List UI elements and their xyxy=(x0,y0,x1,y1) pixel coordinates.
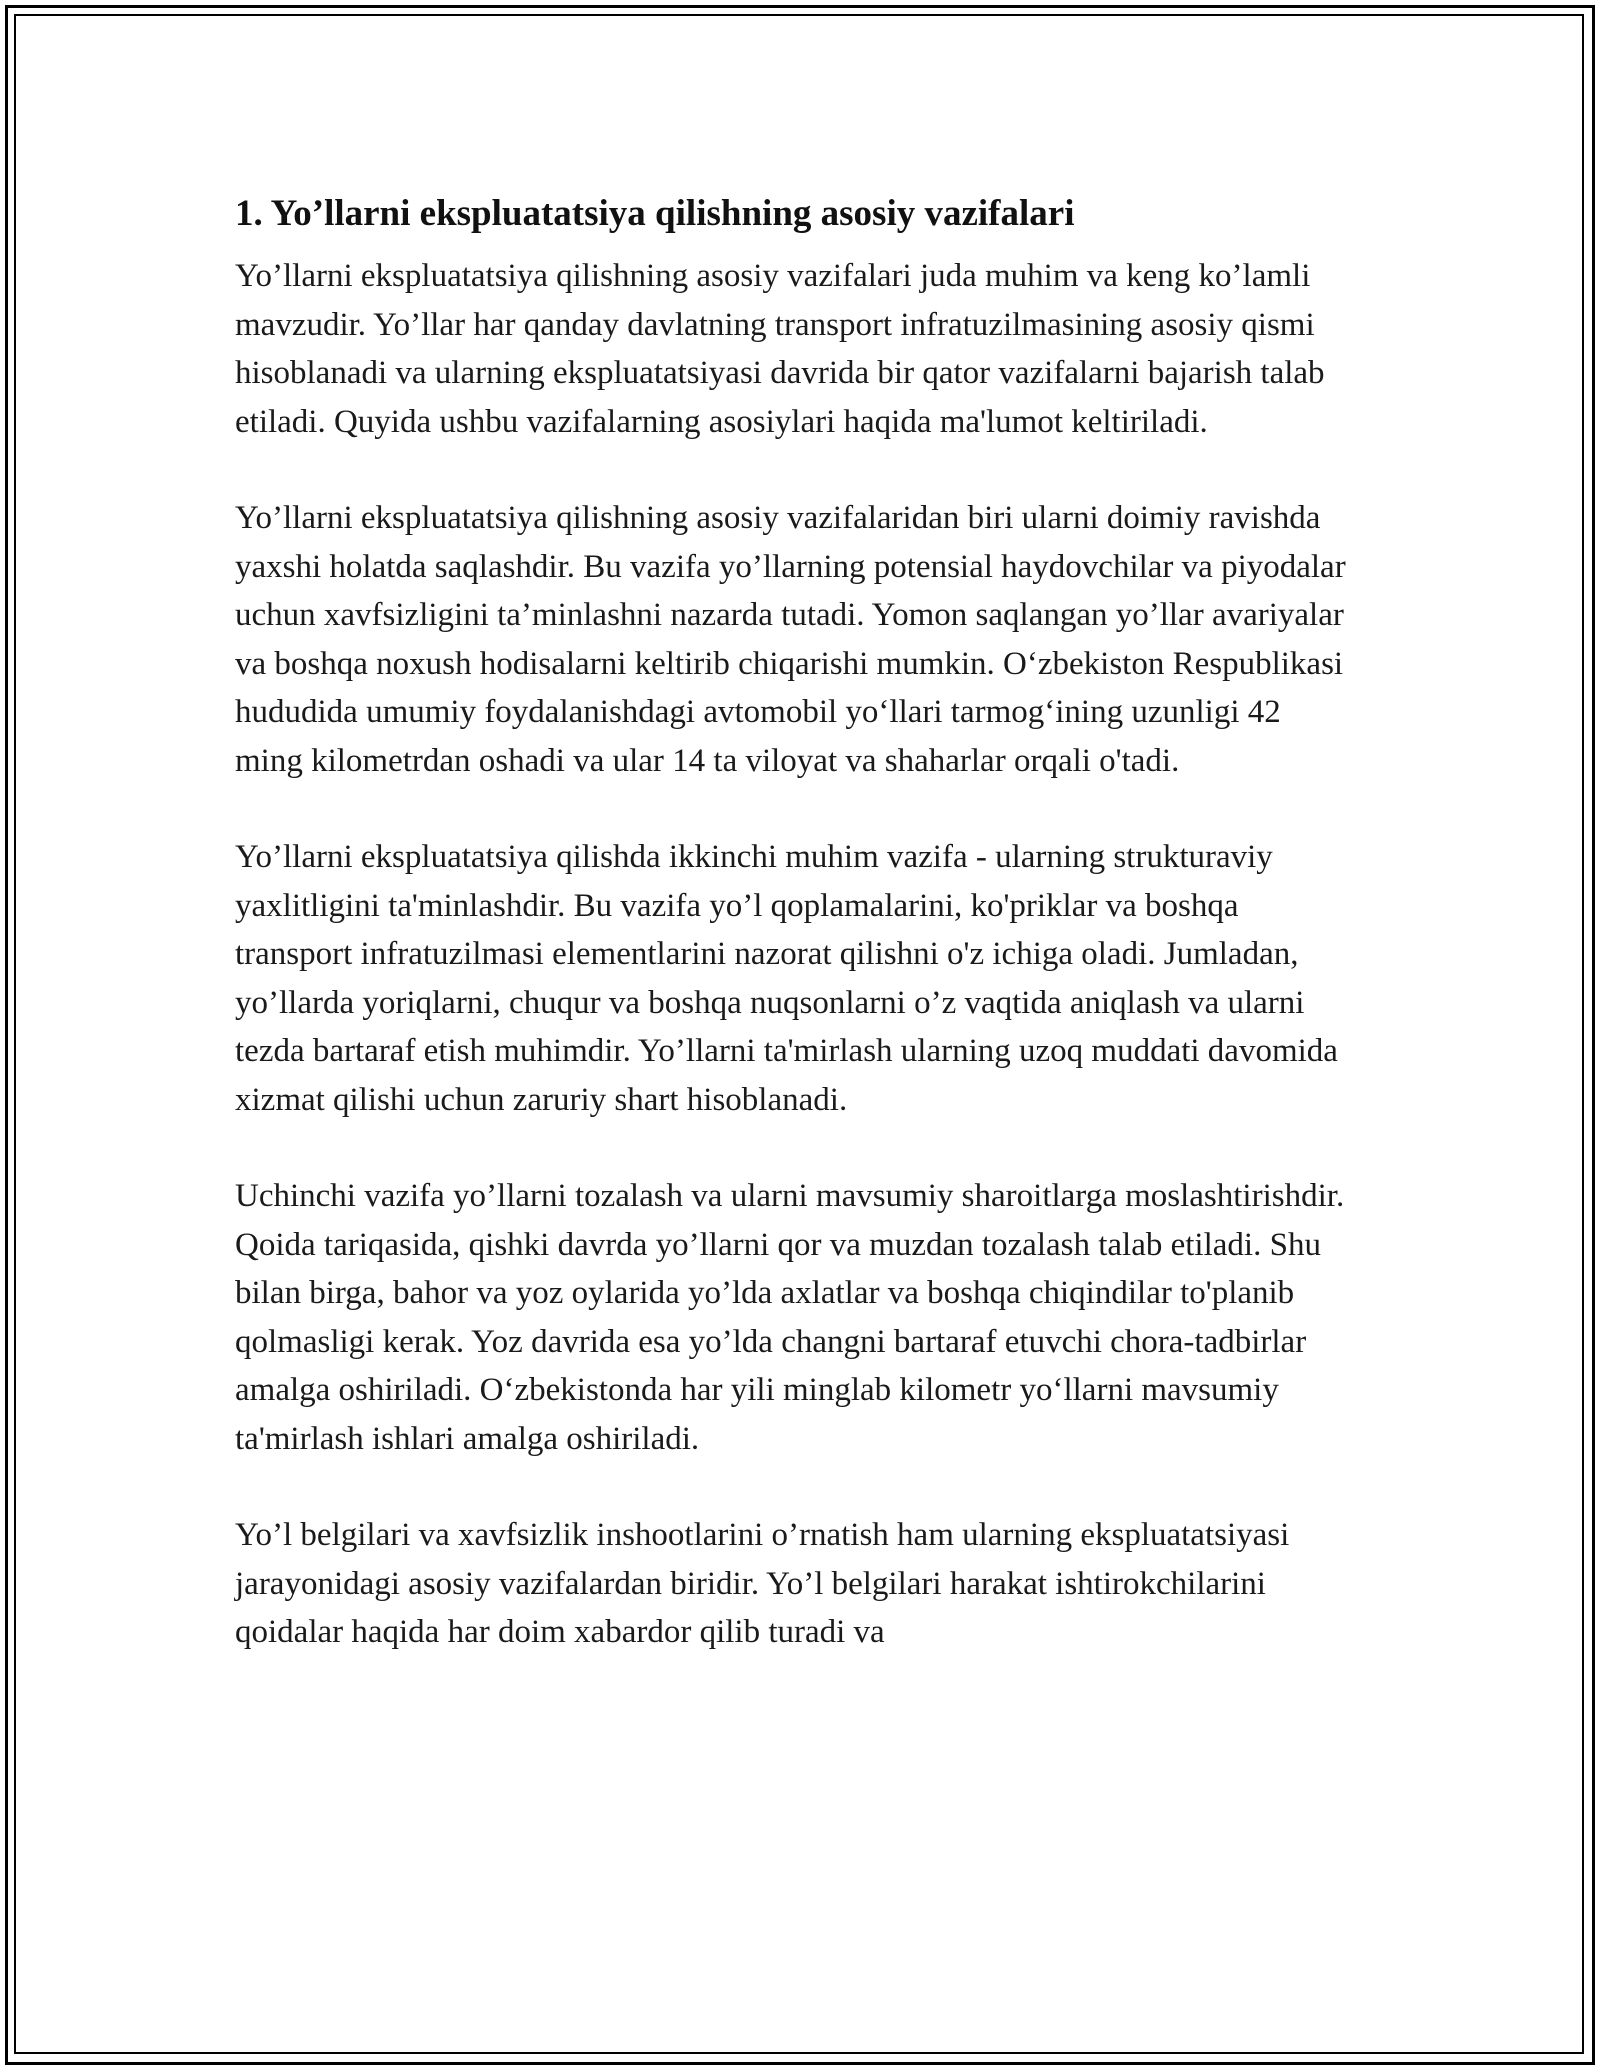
section-heading: 1. Yo’llarni ekspluatatsiya qilishning asosiy vazifalari xyxy=(235,193,1075,234)
paragraph-structural-integrity: Yo’llarni ekspluatatsiya qilishda ikkinchi muhim vazifa - ularning strukturaviy yaxlitligini ta'minlashdir. Bu vazifa yo’l qoplamalarini, ko'priklar va boshqa transport infratuzilmasi elementlarini nazorat qilishni o'z ichiga oladi. Jumladan, yo’llarda yoriqlarni, chuqur va boshqa nuqsonlarni o’z vaqtida aniqlash va ularni tezda bartaraf etish muhimdir. Yo’llarni ta'mirlash ularning uzoq muddati davomida xizmat qilishi uchun zaruriy shart hisoblanadi. xyxy=(235,839,1338,1118)
document-body xyxy=(235,188,1355,1657)
paragraph-intro: Yo’llarni ekspluatatsiya qilishning asosiy vazifalari juda muhim va keng ko’lamli mavzudir. Yo’llar har qanday davlatning transport infratuzilmasining asosiy qismi hisoblanadi va ularning ekspluatatsiyasi davrida bir qator vazifalarni bajarish talab etiladi. Quyida ushbu vazifalarning asosiylari haqida ma'lumot keltiriladi. xyxy=(235,258,1325,440)
paragraph-maintenance: Yo’llarni ekspluatatsiya qilishning asosiy vazifalaridan biri ularni doimiy ravishda yaxshi holatda saqlashdir. Bu vazifa yo’llarning potensial haydovchilar va piyodalar uchun xavfsizligini ta’minlashni nazarda tutadi. Yomon saqlangan yo’llar avariyalar va boshqa noxush hodisalarni keltirib chiqarishi mumkin. O‘zbekiston Respublikasi hududida umumiy foydalanishdagi avtomobil yo‘llari tarmog‘ining uzunligi 42 ming kilometrdan oshadi va ular 14 ta viloyat va shaharlar orqali o'tadi. xyxy=(235,500,1346,779)
paragraph-cleaning: Uchinchi vazifa yo’llarni tozalash va ularni mavsumiy sharoitlarga moslashtirishdir. Qoida tariqasida, qishki davrda yo’llarni qor va muzdan tozalash talab etiladi. Shu bilan birga, bahor va yoz oylarida yo’lda axlatlar va boshqa chiqindilar to'planib qolmasligi kerak. Yoz davrida esa yo’lda changni bartaraf etuvchi chora-tadbirlar amalga oshiriladi. O‘zbekistonda har yili minglab kilometr yo‘llarni mavsumiy ta'mirlash ishlari amalga oshiriladi. xyxy=(235,1178,1345,1457)
paragraph-road-signs: Yo’l belgilari va xavfsizlik inshootlarini o’rnatish ham ularning ekspluatatsiyasi jarayonidagi asosiy vazifalardan biridir. Yo’l belgilari harakat ishtirokchilarini qoidalar haqida har doim xabardor qilib turadi va xyxy=(235,1517,1290,1650)
